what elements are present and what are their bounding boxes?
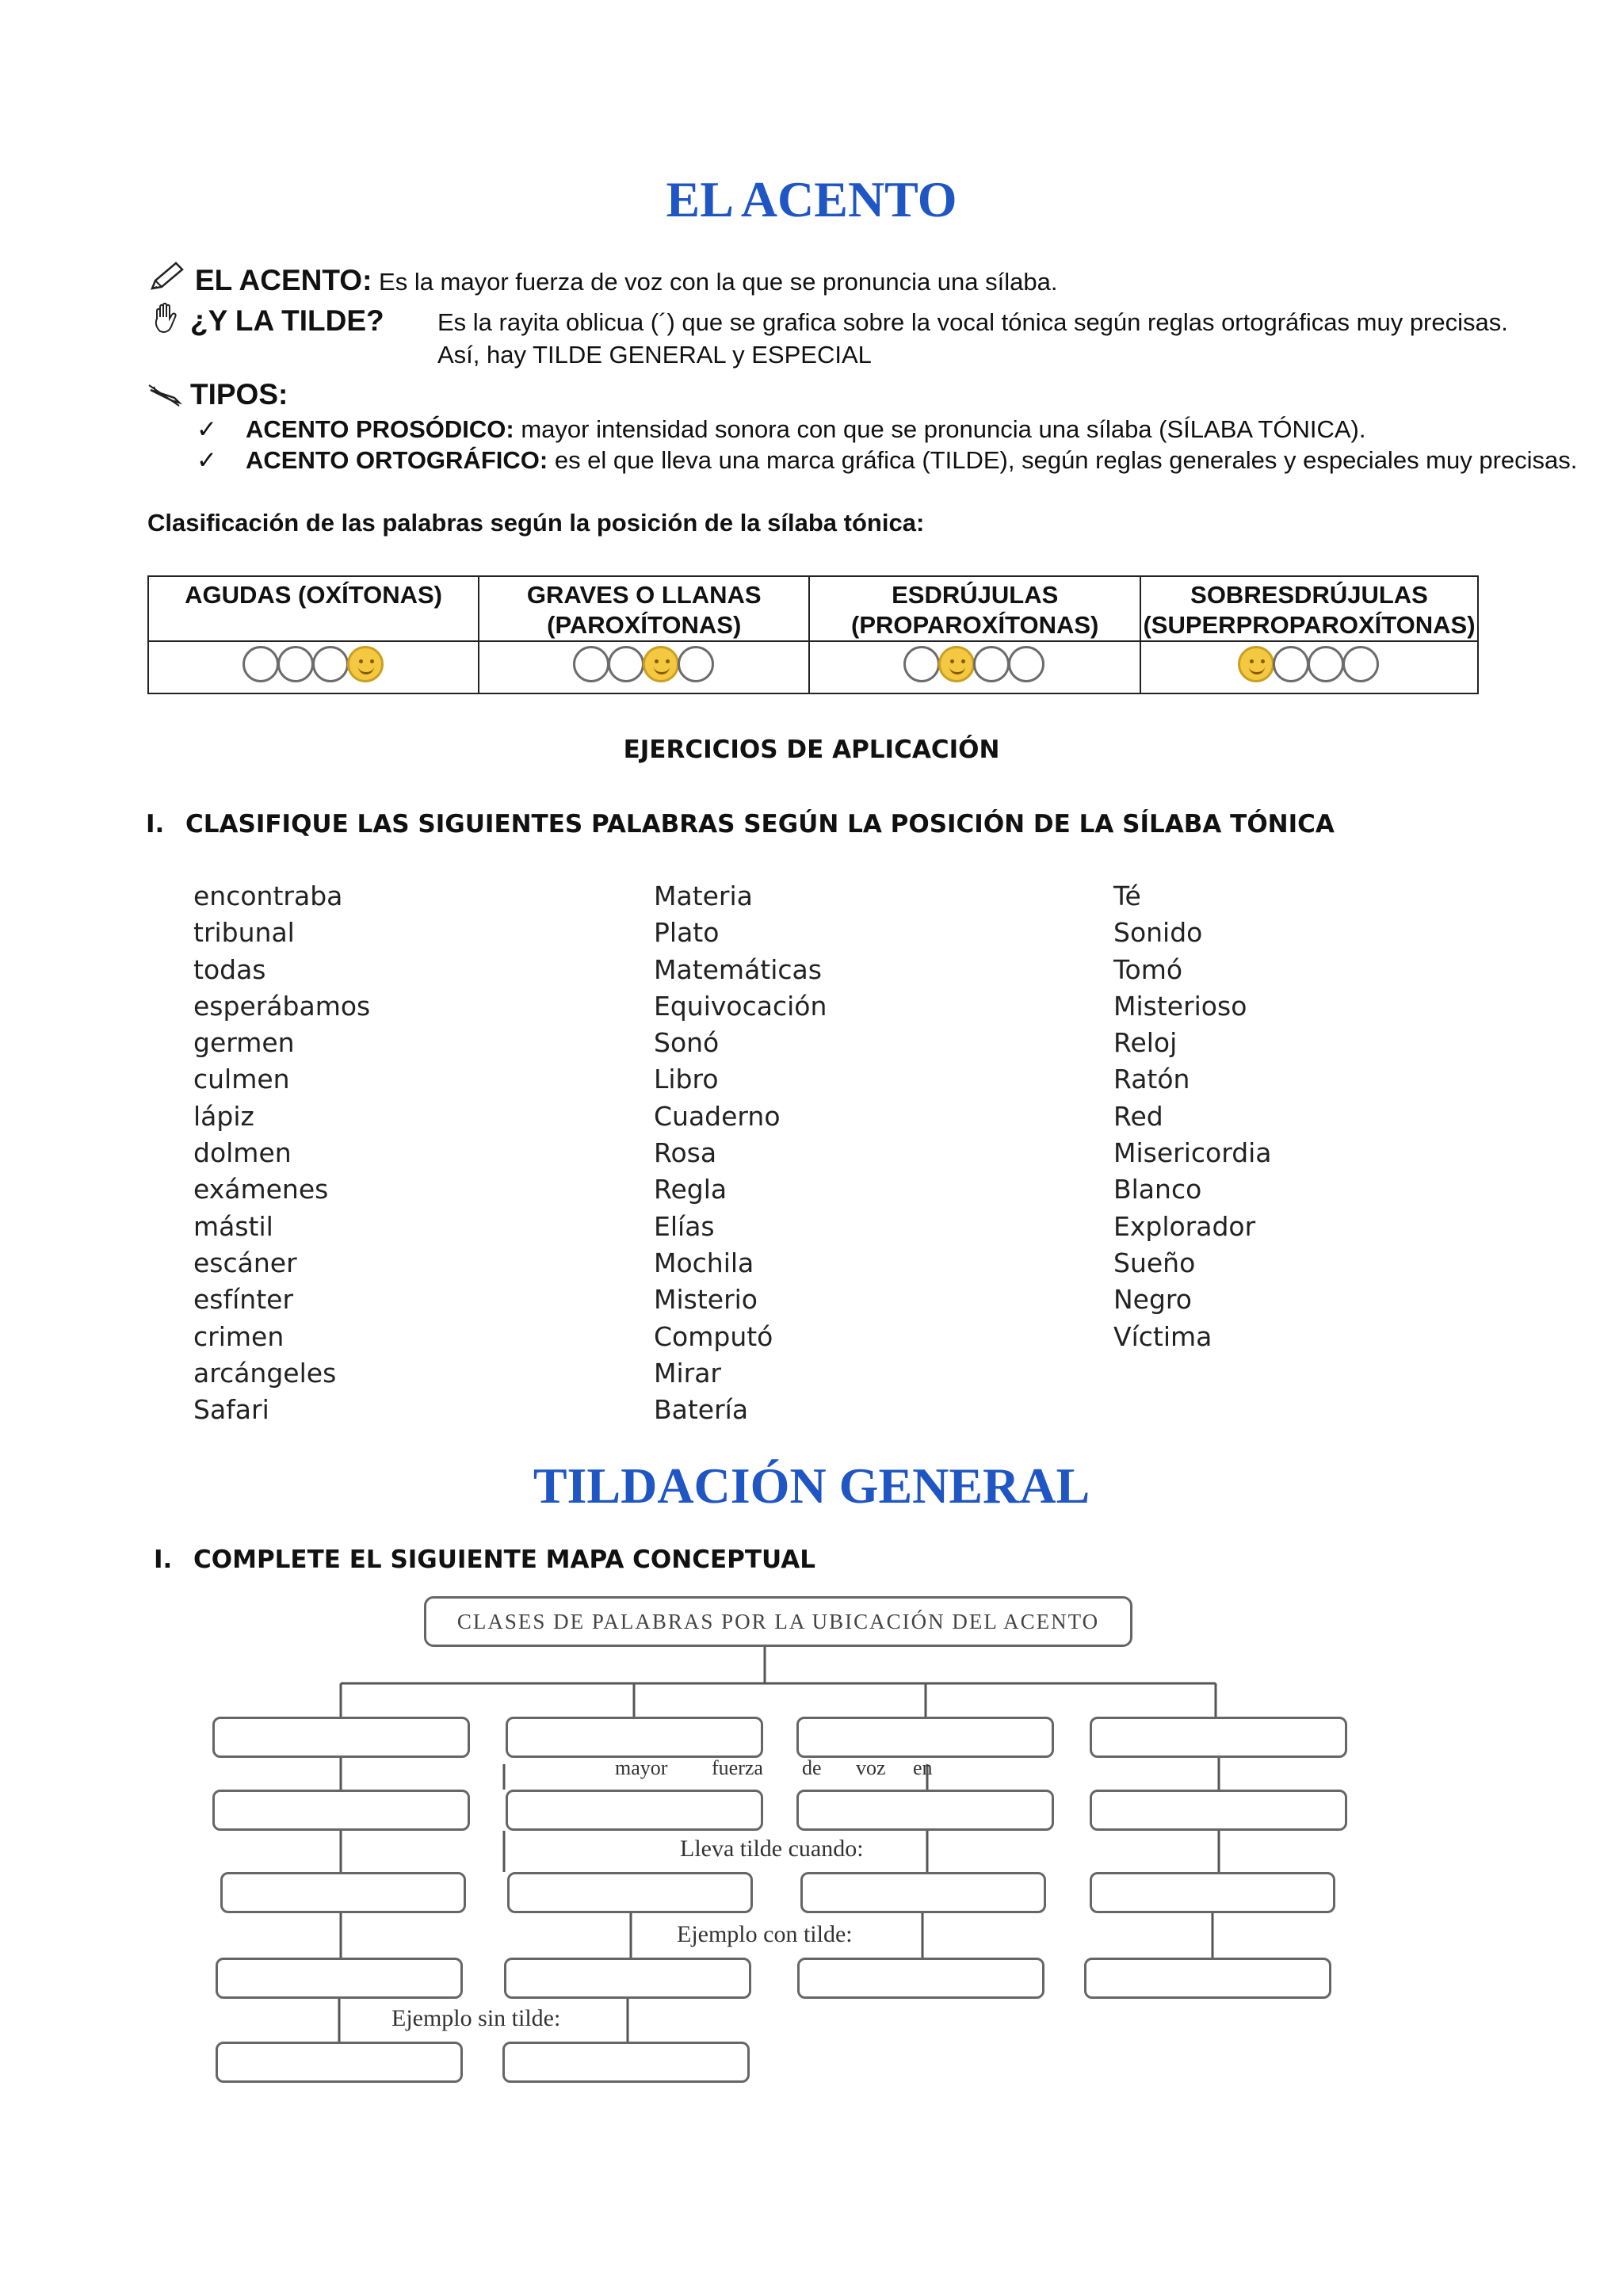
concept-map-box[interactable] (212, 1790, 470, 1831)
word-item: culmen (193, 1064, 290, 1095)
word-item: Negro (1113, 1284, 1192, 1316)
concept-map-box[interactable] (1090, 1717, 1347, 1758)
concept-map-box[interactable] (507, 1872, 753, 1913)
map-word: de (802, 1756, 822, 1779)
table-header-agudas: AGUDAS (OXÍTONAS) (148, 576, 479, 641)
tildacion-number: I. (154, 1545, 173, 1574)
concept-map-title: CLASES DE PALABRAS POR LA UBICACIÓN DEL ACENTO (424, 1596, 1132, 1647)
checkmark-icon: ✓ (197, 446, 217, 474)
concept-map-box[interactable] (506, 1717, 763, 1758)
word-item: Libro (654, 1064, 719, 1095)
tipo-prosodico-label: ACENTO PROSÓDICO: (246, 415, 514, 443)
page-title: EL ACENTO (666, 171, 957, 227)
label-ejemplo-sin-tilde: Ejemplo sin tilde: (391, 2005, 561, 2031)
word-item: lápiz (193, 1100, 254, 1132)
word-item: Mirar (654, 1357, 721, 1389)
word-item: Regla (654, 1174, 727, 1205)
word-item: Safari (193, 1394, 269, 1426)
checkmark-icon: ✓ (197, 415, 217, 443)
word-item: Blanco (1113, 1174, 1202, 1205)
concept-map-box[interactable] (796, 1717, 1054, 1758)
word-item: escáner (193, 1247, 297, 1278)
table-header-graves: GRAVES O LLANAS (PAROXÍTONAS) (479, 576, 809, 641)
map-word: voz (856, 1756, 886, 1779)
word-item: mástil (193, 1210, 273, 1242)
exercise-number: I. (146, 810, 165, 839)
exercise-title: CLASIFIQUE LAS SIGUIENTES PALABRAS SEGÚN LA POSICIÓN DE LA SÍLABA TÓNICA (185, 810, 1335, 839)
tipo-ortografico-label: ACENTO ORTOGRÁFICO: (246, 446, 548, 474)
word-item: dolmen (193, 1137, 292, 1169)
word-item: crimen (193, 1320, 285, 1352)
word-item: Mochila (654, 1247, 754, 1278)
word-item: todas (193, 953, 266, 985)
tipos-label: TIPOS: (190, 378, 288, 411)
tilde-text-1: Es la rayita oblicua (´) que se grafica sobre la vocal tónica según reglas ortográficas muy precisas. (437, 308, 1508, 336)
map-word: en (913, 1756, 933, 1779)
word-item: Rosa (654, 1137, 717, 1169)
classification-heading: Clasificación de las palabras según la posición de la sílaba tónica: (147, 509, 925, 537)
word-item: Misterio (654, 1284, 758, 1316)
exercises-heading: EJERCICIOS DE APLICACIÓN (623, 735, 1000, 764)
word-item: esfínter (193, 1284, 294, 1316)
concept-map-box[interactable] (1090, 1872, 1335, 1913)
word-item: Explorador (1113, 1210, 1256, 1242)
word-item: Materia (654, 881, 753, 911)
word-item: Elías (654, 1210, 715, 1242)
map-word: mayor (615, 1756, 668, 1779)
word-item: Matemáticas (654, 953, 822, 985)
word-item: arcángeles (193, 1357, 337, 1389)
word-item: Equivocación (654, 990, 827, 1022)
word-item: Sonó (654, 1027, 720, 1059)
word-item: esperábamos (193, 990, 371, 1022)
concept-map-box[interactable] (216, 1958, 463, 1999)
word-item: exámenes (193, 1174, 329, 1205)
word-item: tribunal (193, 917, 295, 949)
word-item: Cuaderno (654, 1100, 781, 1132)
label-lleva-tilde: Lleva tilde cuando: (680, 1836, 864, 1862)
word-item: Reloj (1113, 1027, 1178, 1059)
word-item: Misericordia (1113, 1137, 1272, 1169)
table-header-esdrujulas: ESDRÚJULAS (PROPAROXÍTONAS) (809, 576, 1140, 641)
word-item: encontraba (193, 881, 343, 911)
acento-label: EL ACENTO: (195, 264, 372, 296)
concept-map-box[interactable] (502, 2042, 750, 2083)
concept-map-box[interactable] (1090, 1790, 1347, 1831)
word-item: Sonido (1113, 917, 1203, 949)
concept-map-box[interactable] (800, 1872, 1046, 1913)
word-item: germen (193, 1027, 295, 1059)
word-item: Red (1113, 1100, 1163, 1132)
map-word: fuerza (712, 1756, 763, 1779)
concept-map-box[interactable] (1084, 1958, 1331, 1999)
label-ejemplo-con-tilde: Ejemplo con tilde: (677, 1921, 853, 1947)
word-item: Sueño (1113, 1247, 1196, 1278)
word-item: Misterioso (1113, 990, 1247, 1022)
tilde-text-2: Así, hay TILDE GENERAL y ESPECIAL (437, 341, 872, 369)
tipo-prosodico-text: mayor intensidad sonora con que se pronuncia una sílaba (SÍLABA TÓNICA). (521, 415, 1366, 443)
tipo-ortografico-text: es el que lleva una marca gráfica (TILDE), según reglas generales y especiales muy precisas. (554, 446, 1578, 474)
word-item: Plato (654, 917, 720, 949)
concept-map-box[interactable] (504, 1958, 751, 1999)
word-item: Víctima (1113, 1320, 1212, 1352)
acento-text: Es la mayor fuerza de voz con la que se pronuncia una sílaba. (379, 268, 1058, 296)
concept-map-box[interactable] (796, 1790, 1054, 1831)
tildacion-instruction: COMPLETE EL SIGUIENTE MAPA CONCEPTUAL (193, 1545, 815, 1574)
section-title-tildacion: TILDACIÓN GENERAL (533, 1457, 1090, 1514)
word-item: Batería (654, 1394, 749, 1426)
concept-map-box[interactable] (216, 2042, 463, 2083)
word-item: Computó (654, 1320, 773, 1352)
word-item: Tomó (1113, 953, 1183, 985)
word-item: Té (1113, 881, 1141, 911)
table-header-sobresdrujulas: SOBRESDRÚJULAS (SUPERPROPAROXÍTONAS) (1140, 576, 1478, 641)
word-item: Ratón (1113, 1064, 1190, 1095)
concept-map-box[interactable] (797, 1958, 1044, 1999)
concept-map-box[interactable] (212, 1717, 470, 1758)
concept-map-box[interactable] (506, 1790, 763, 1831)
tilde-label: ¿Y LA TILDE? (190, 304, 384, 337)
concept-map-box[interactable] (220, 1872, 466, 1913)
